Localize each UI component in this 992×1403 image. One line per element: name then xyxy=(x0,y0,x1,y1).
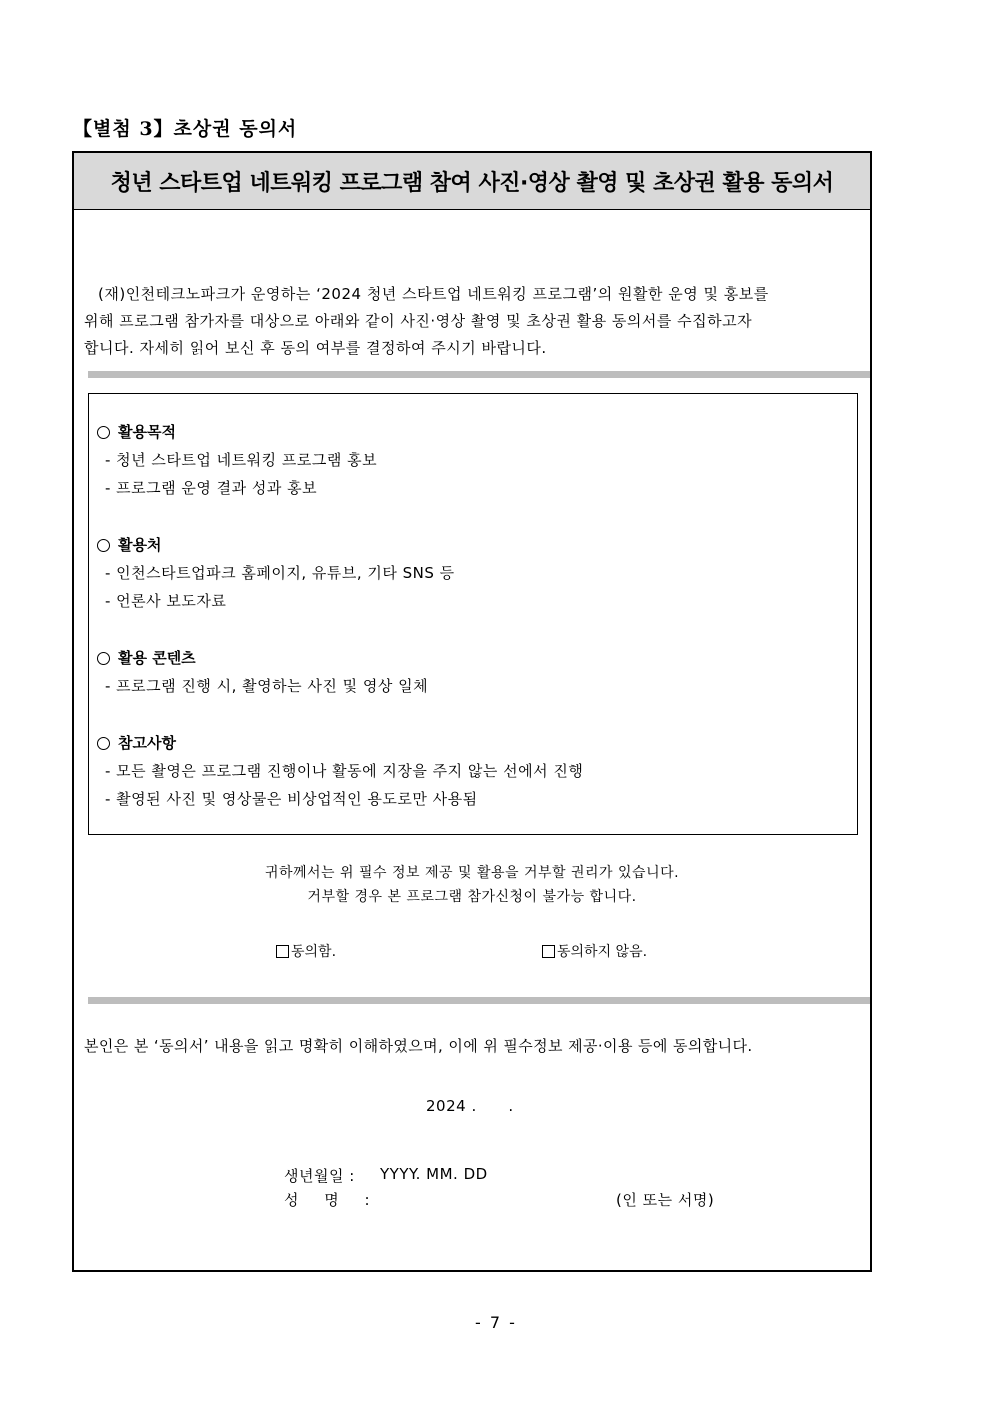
refusal-notice xyxy=(74,861,870,909)
section-title: 활용처 xyxy=(118,536,162,554)
section-usage-place xyxy=(97,531,455,615)
attachment-title: 【별첨 3】초상권 동의서 xyxy=(73,118,298,140)
confirmation-statement: 본인은 본 ‘동의서’ 내용을 읽고 명확히 이해하였으며, 이에 위 필수정보 제공·이용 등에 동의합니다. xyxy=(84,1037,753,1055)
consent-form xyxy=(72,151,872,1272)
notice-line: 귀하께서는 위 필수 정보 제공 및 활용을 거부할 권리가 있습니다. xyxy=(264,865,680,881)
list-item: - 프로그램 진행 시, 촬영하는 사진 및 영상 일체 xyxy=(105,677,429,695)
circle-bullet-icon xyxy=(97,652,110,665)
circle-bullet-icon xyxy=(97,426,110,439)
list-item: - 청년 스타트업 네트워킹 프로그램 홍보 xyxy=(105,451,378,469)
divider-bar xyxy=(88,997,870,1004)
notice-line: 거부할 경우 본 프로그램 참가신청이 불가능 합니다. xyxy=(307,889,637,905)
form-title: 청년 스타트업 네트워킹 프로그램 참여 사진·영상 촬영 및 초상권 활용 동의서 xyxy=(74,153,870,210)
list-item: - 프로그램 운영 결과 성과 홍보 xyxy=(105,479,318,497)
disagree-checkbox[interactable] xyxy=(542,945,555,958)
name-label: 성 명 : xyxy=(284,1191,371,1209)
birth-date-label: 생년월일 : xyxy=(284,1167,355,1185)
intro-paragraph xyxy=(84,281,862,362)
signature-field[interactable]: (인 또는 서명) xyxy=(616,1191,715,1209)
agree-label: 동의함. xyxy=(291,944,337,960)
divider-bar xyxy=(88,371,870,378)
disagree-label: 동의하지 않음. xyxy=(557,944,648,960)
birth-date-row xyxy=(284,1165,488,1186)
circle-bullet-icon xyxy=(97,737,110,750)
circle-bullet-icon xyxy=(97,539,110,552)
usage-info-box xyxy=(88,393,858,835)
disagree-option[interactable] xyxy=(542,941,647,961)
list-item: - 언론사 보도자료 xyxy=(105,592,227,610)
agree-checkbox[interactable] xyxy=(276,945,289,958)
agree-option[interactable] xyxy=(276,941,336,961)
list-item: - 촬영된 사진 및 영상물은 비상업적인 용도로만 사용됨 xyxy=(105,790,478,808)
page-number: - 7 - xyxy=(475,1313,517,1332)
date-field[interactable]: 2024 . . xyxy=(426,1097,514,1115)
section-notes xyxy=(97,729,583,813)
intro-line: 합니다. 자세히 읽어 보신 후 동의 여부를 결정하여 주시기 바랍니다. xyxy=(84,339,547,357)
birth-date-value[interactable]: YYYY. MM. DD xyxy=(380,1165,488,1183)
name-row xyxy=(284,1189,380,1210)
section-title: 활용 콘텐츠 xyxy=(118,649,196,667)
list-item: - 모든 촬영은 프로그램 진행이나 활동에 지장을 주지 않는 선에서 진행 xyxy=(105,762,584,780)
section-title: 참고사항 xyxy=(118,734,176,752)
list-item: - 인천스타트업파크 홈페이지, 유튜브, 기타 SNS 등 xyxy=(105,564,455,582)
intro-line: (재)인천테크노파크가 운영하는 ‘2024 청년 스타트업 네트워킹 프로그램’의 원활한 운영 및 홍보를 xyxy=(98,285,769,303)
intro-line: 위해 프로그램 참가자를 대상으로 아래와 같이 사진·영상 촬영 및 초상권 활용 동의서를 수집하고자 xyxy=(84,312,753,330)
section-content xyxy=(97,644,428,700)
section-title: 활용목적 xyxy=(118,423,176,441)
section-purpose xyxy=(97,418,377,502)
